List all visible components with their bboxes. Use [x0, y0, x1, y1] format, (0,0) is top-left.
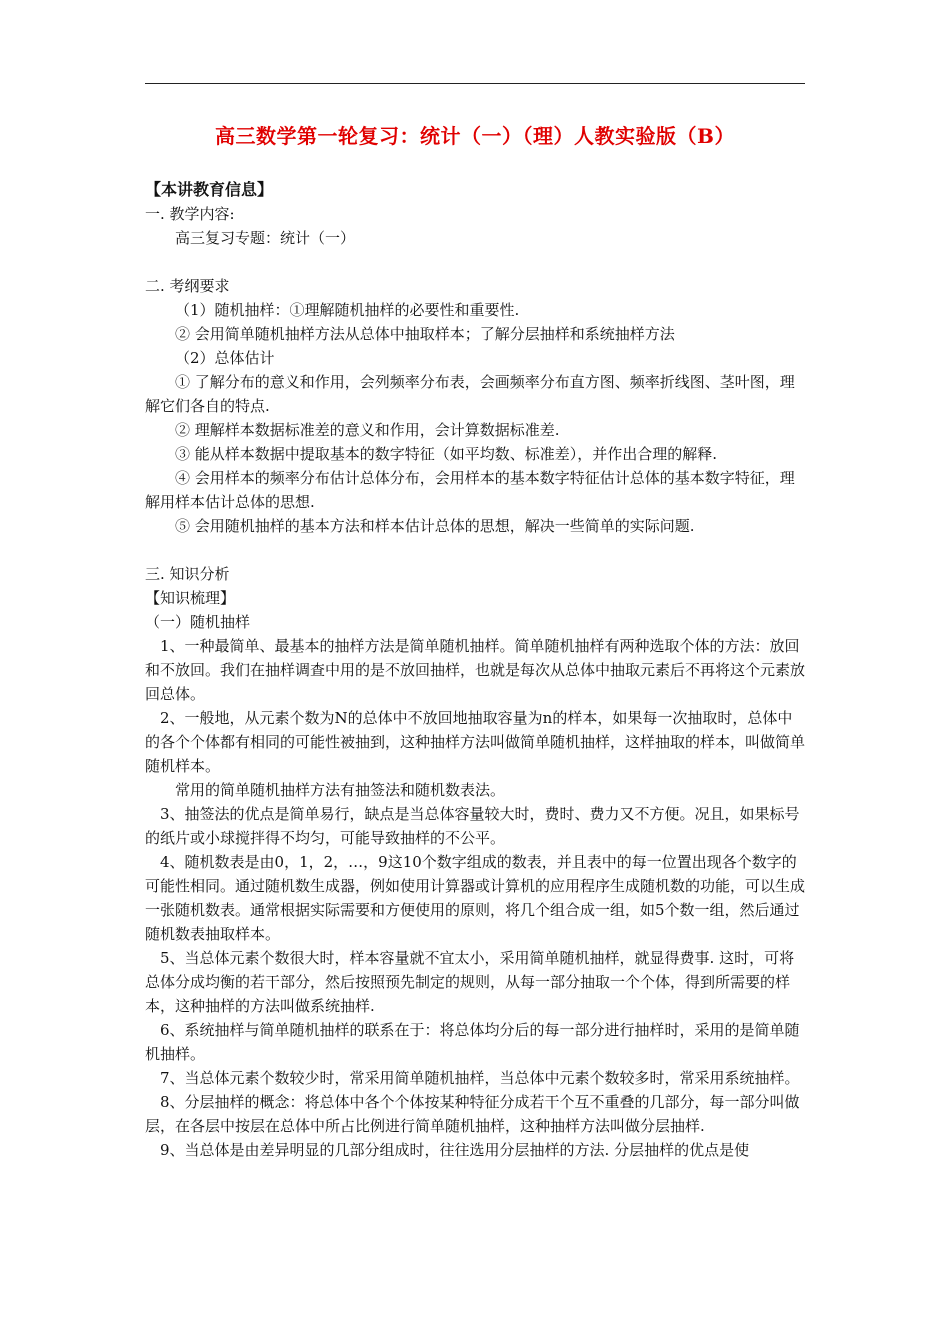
header-rule: [145, 83, 805, 84]
requirement-line: ③ 能从样本数据中提取基本的数字特征（如平均数、标准差），并作出合理的解释.: [175, 445, 718, 463]
analysis-heading: 三. 知识分析: [145, 565, 230, 583]
knowledge-item: 6、系统抽样与简单随机抽样的联系在于：将总体均分后的每一部分进行抽样时，采用的是简单随机抽样。: [145, 1021, 800, 1063]
knowledge-item: 4、随机数表是由0，1，2，…，9这10个数字组成的数表，并且表中的每一位置出现各个数字的可能性相同。通过随机数生成器，例如使用计算器或计算机的应用程序生成随机数的功能，可以生成一张随机数表。通常根据实际需要和方便使用的原则，将几个组合成一组，如5个数一组，然后通过随机数表抽取样本。: [145, 853, 806, 943]
requirement-line: ② 会用简单随机抽样方法从总体中抽取样本；了解分层抽样和系统抽样方法: [175, 325, 675, 343]
section-info-heading: 【本讲教育信息】: [145, 180, 274, 199]
knowledge-item: 1、一种最简单、最基本的抽样方法是简单随机抽样。简单随机抽样有两种选取个体的方法：放回和不放回。我们在抽样调查中用的是不放回抽样，也就是每次从总体中抽取元素后不再将这个元素放回总体。: [145, 637, 806, 703]
document-title: 高三数学第一轮复习：统计（一）（理）人教实验版（B）: [215, 124, 735, 148]
requirement-line: （2）总体估计: [175, 349, 275, 367]
requirements-heading: 二. 考纲要求: [145, 277, 230, 295]
knowledge-item: 7、当总体元素个数较少时，常采用简单随机抽样，当总体中元素个数较多时，常采用系统抽样。: [160, 1069, 800, 1087]
requirement-line: ② 理解样本数据标准差的意义和作用，会计算数据标准差.: [175, 421, 560, 439]
requirement-line: ⑤ 会用随机抽样的基本方法和样本估计总体的思想，解决一些简单的实际问题.: [175, 517, 695, 535]
teaching-content-text: 高三复习专题：统计（一）: [175, 229, 356, 247]
requirement-line: ① 了解分布的意义和作用，会列频率分布表，会画频率分布直方图、频率折线图、茎叶图，理解它们各自的特点.: [145, 373, 795, 415]
document-body: [145, 178, 807, 1162]
knowledge-subheading: 【知识梳理】: [145, 589, 236, 607]
knowledge-item: 9、当总体是由差异明显的几部分组成时，往往选用分层抽样的方法. 分层抽样的优点是使: [160, 1141, 750, 1159]
knowledge-item: 5、当总体元素个数很大时，样本容量就不宜太小，采用简单随机抽样，就显得费事. 这时，可将总体分成均衡的若干部分，然后按照预先制定的规则，从每一部分抽取一个个体，得到所需要的样本，这种抽样的方法叫做系统抽样.: [145, 949, 795, 1015]
teaching-content-heading: 一. 教学内容:: [145, 205, 235, 223]
requirement-line: （1）随机抽样：①理解随机抽样的必要性和重要性.: [175, 301, 520, 319]
knowledge-item: 常用的简单随机抽样方法有抽签法和随机数表法。: [175, 781, 506, 799]
knowledge-item: 3、抽签法的优点是简单易行，缺点是当总体容量较大时，费时、费力又不方便。况且，如果标号的纸片或小球搅拌得不均匀，可能导致抽样的不公平。: [145, 805, 800, 847]
knowledge-item: 2、一般地，从元素个数为N的总体中不放回地抽取容量为n的样本，如果每一次抽取时，总体中的各个个体都有相同的可能性被抽到，这种抽样方法叫做简单随机抽样，这样抽取的样本，叫做简单随机样本。: [145, 709, 806, 775]
requirement-line: ④ 会用样本的频率分布估计总体分布，会用样本的基本数字特征估计总体的基本数字特征，理解用样本估计总体的思想.: [145, 469, 795, 511]
part-heading: （一）随机抽样: [145, 613, 251, 631]
knowledge-item: 8、分层抽样的概念：将总体中各个个体按某种特征分成若干个互不重叠的几部分，每一部分叫做层，在各层中按层在总体中所占比例进行简单随机抽样，这种抽样方法叫做分层抽样.: [145, 1093, 800, 1135]
